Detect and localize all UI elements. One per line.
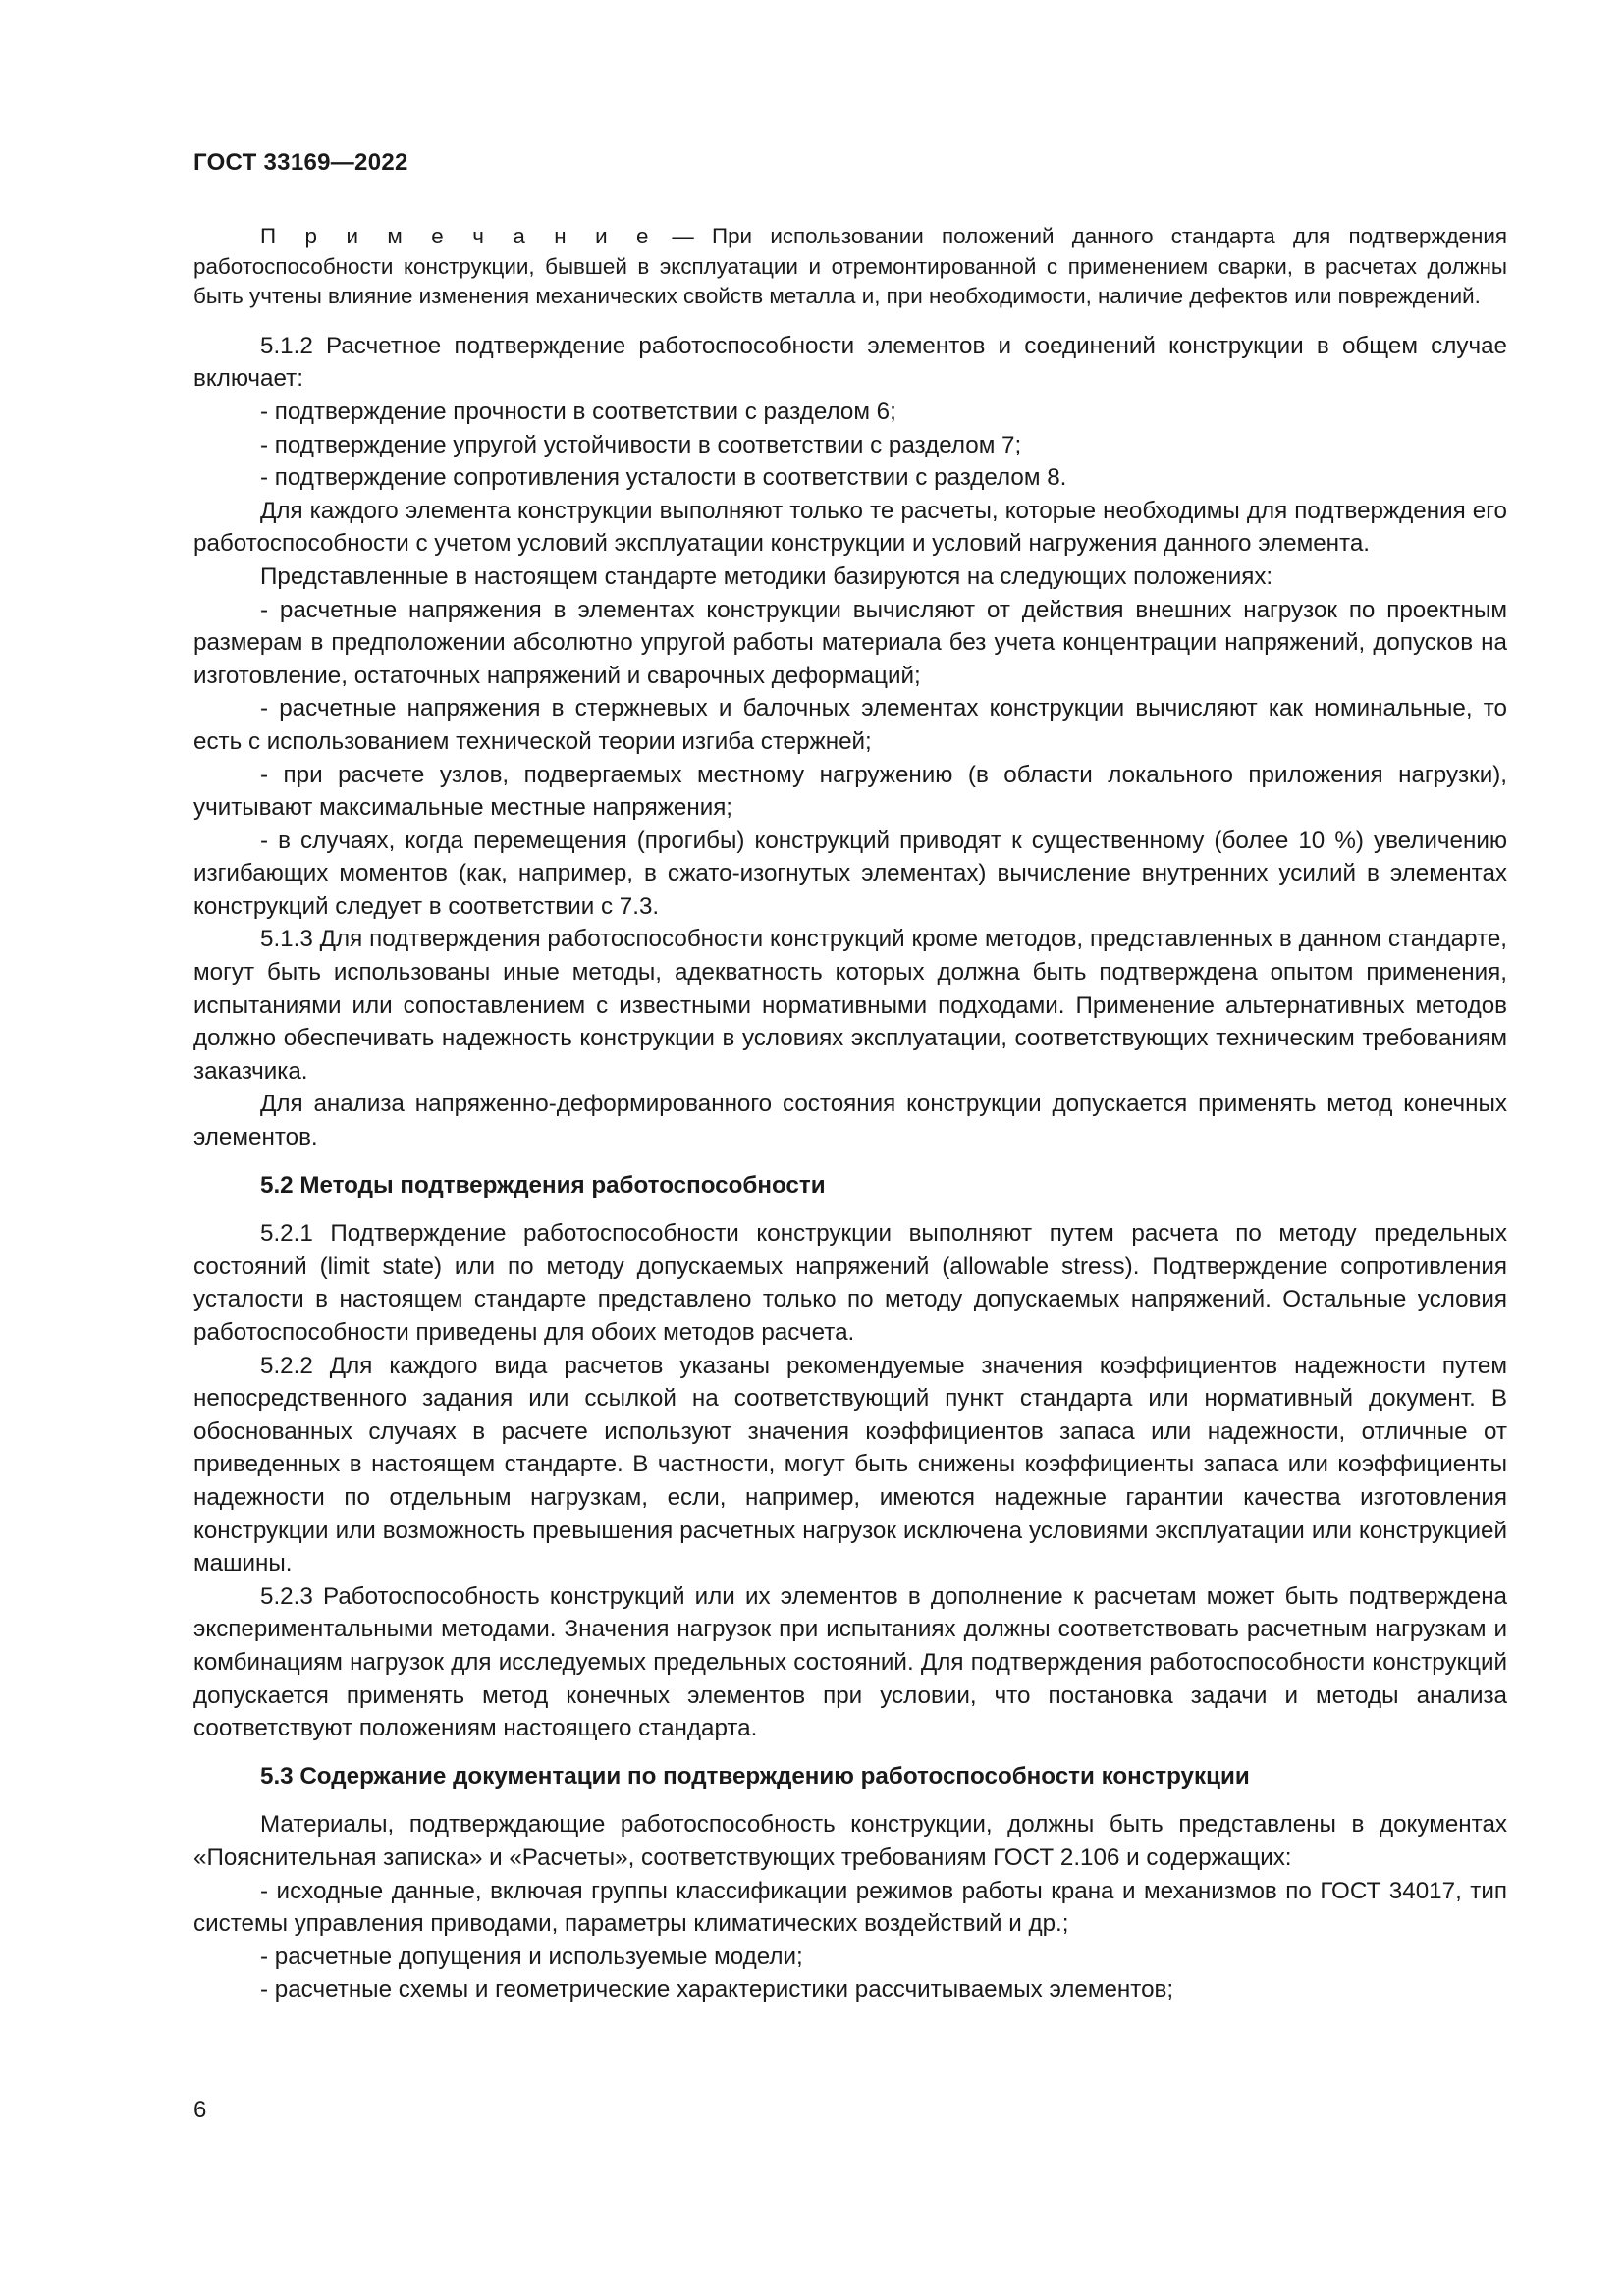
paragraph: Для анализа напряженно-деформированного состояния конструкции допускается применять метод конечных элементов. [193, 1091, 1507, 1151]
document-body [193, 222, 1507, 2006]
paragraph-5-2-3: 5.2.3 Работоспособность конструкций или их элементов в дополнение к расчетам может быть подтверждена экспериментальными методами. Значения нагрузок при испытаниях должны соответствовать расчетным нагрузкам и комбинациям нагрузок для исследуемых предельных состояний. Для подтверждения работоспособности конструкций допускается применять метод конечных элементов при условии, что постановка задачи и методы анализа соответствуют положениям настоящего стандарта. [193, 1582, 1507, 1742]
list-item: - подтверждение сопротивления усталости в соответствии с разделом 8. [260, 464, 1067, 492]
paragraph-5-1-2: 5.1.2 Расчетное подтверждение работоспособности элементов и соединений конструкции в общем случае включает: [193, 332, 1507, 393]
list-item: - расчетные допущения и используемые модели; [260, 1943, 803, 1970]
document-header: ГОСТ 33169—2022 [193, 149, 408, 176]
list-item: - подтверждение прочности в соответствии с разделом 6; [260, 398, 896, 425]
paragraph-5-2-1: 5.2.1 Подтверждение работоспособности конструкции выполняют путем расчета по методу предельных состояний (limit state) или по методу допускаемых напряжений (allowable stress). Подтверждение сопротивления усталости в настоящем стандарте представлено только по методу допускаемых напряжений. Остальные условия работоспособности приведены для обоих методов расчета. [193, 1220, 1507, 1346]
list-item: - расчетные напряжения в стержневых и балочных элементах конструкции вычисляют как номинальные, то есть с использованием технической теории изгиба стержней; [193, 695, 1507, 755]
paragraph-5-1-3: 5.1.3 Для подтверждения работоспособности конструкций кроме методов, представленных в данном стандарте, могут быть использованы иные методы, адекватность которых должна быть подтверждена опытом применения, испытаниями или сопоставлением с известными нормативными подходами. Применение альтернативных методов должно обеспечивать надежность конструкции в условиях эксплуатации, соответствующих техническим требованиям заказчика. [193, 926, 1507, 1085]
list-item: - в случаях, когда перемещения (прогибы) конструкций приводят к существенному (более 10 %) увеличению изгибающих моментов (как, например, в сжато-изогнутых элементах) вычисление внутренних усилий в элементах конструкций следует в соответствии с 7.3. [193, 827, 1507, 920]
list-item: - исходные данные, включая группы классификации режимов работы крана и механизмов по ГОСТ 34017, тип системы управления приводами, параметры климатических воздействий и др.; [193, 1877, 1507, 1938]
list-item: - расчетные напряжения в элементах конструкции вычисляют от действия внешних нагрузок по проектным размерам в предположении абсолютно упругой работы материала без учета концентрации напряжений, допусков на изготовление, остаточных напряжений и сварочных деформаций; [193, 596, 1507, 689]
section-heading-5-2: 5.2 Методы подтверждения работоспособности [260, 1171, 826, 1199]
note-label: П р и м е ч а н и е [260, 224, 655, 248]
note-text: — При использовании положений данного стандарта для подтверждения работоспособности конструкции, бывшей в эксплуатации и отремонтированной с применением сварки, в расчетах должны быть учтены влияние изменения механических свойств металла и, при необходимости, наличие дефектов или повреждений. [193, 224, 1507, 309]
paragraph: Для каждого элемента конструкции выполняют только те расчеты, которые необходимы для подтверждения его работоспособности с учетом условий эксплуатации конструкции и условий нагружения данного элемента. [193, 497, 1507, 558]
section-heading-5-3: 5.3 Содержание документации по подтверждению работоспособности конструкции [260, 1762, 1250, 1789]
page-number: 6 [193, 2097, 207, 2123]
list-item: - подтверждение упругой устойчивости в соответствии с разделом 7; [260, 431, 1022, 458]
list-item: - при расчете узлов, подвергаемых местному нагружению (в области локального приложения нагрузки), учитывают максимальные местные напряжения; [193, 761, 1507, 822]
note-paragraph [193, 222, 1507, 312]
list-item: - расчетные схемы и геометрические характеристики рассчитываемых элементов; [260, 1976, 1174, 2003]
paragraph: Материалы, подтверждающие работоспособность конструкции, должны быть представлены в документах «Пояснительная записка» и «Расчеты», соответствующих требованиям ГОСТ 2.106 и содержащих: [193, 1811, 1507, 1871]
paragraph-5-2-2: 5.2.2 Для каждого вида расчетов указаны рекомендуемые значения коэффициентов надежности путем непосредственного задания или ссылкой на соответствующий пункт стандарта или нормативный документ. В обоснованных случаях в расчете используют значения коэффициентов запаса или надежности, отличные от приведенных в настоящем стандарте. В частности, могут быть снижены коэффициенты запаса или коэффициенты надежности по отдельным нагрузкам, если, например, имеются надежные гарантии качества изготовления конструкции или возможность превышения расчетных нагрузок исключена условиями эксплуатации или конструкцией машины. [193, 1352, 1507, 1577]
paragraph: Представленные в настоящем стандарте методики базируются на следующих положениях: [260, 562, 1273, 590]
